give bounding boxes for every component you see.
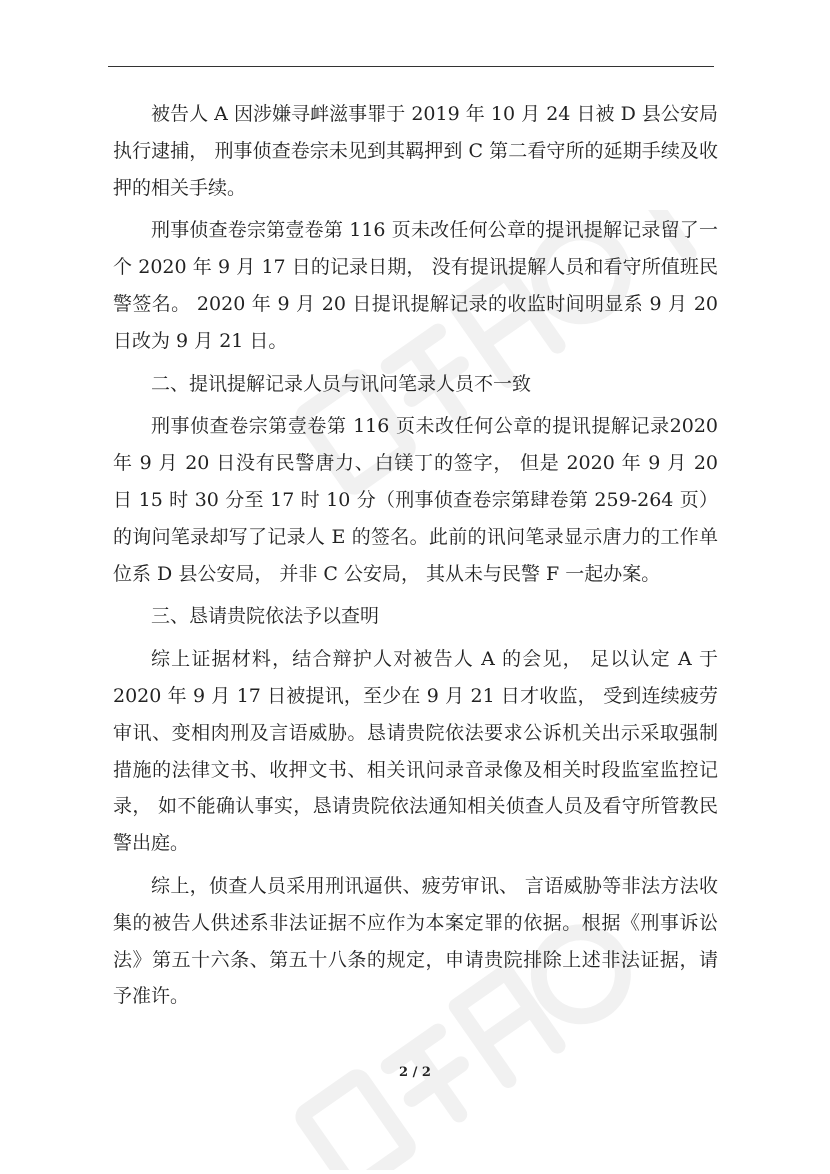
document-body [113,96,718,1021]
body-paragraph: 刑事侦查卷宗第壹卷第 116 页未改任何公章的提讯提解记录留了一个 2020 年 9 月 17 日的记录日期， 没有提讯提解人员和看守所值班民警签名。 2020 年 9 月 20 日提讯提解记录的收监时间明显系 9 月 20 日改为 9 月 21 日。 [113,219,718,352]
body-paragraph: 刑事侦查卷宗第壹卷第 116 页未改任何公章的提讯提解记录2020 年 9 月 20 日没有民警唐力、白镁丁的签字， 但是 2020 年 9 月 20 日 15 时 30 分至 17 时 10 分（刑事侦查卷宗第肆卷第 259-264 页） 的询问笔录却写了记录人 E 的签名。此前的讯问笔录显示唐力的工作单位系 D 县公安局， 并非 C 公安局， 其从未与民警 F 一起办案。 [113,415,718,585]
body-paragraph: 被告人 A 因涉嫌寻衅滋事罪于 2019 年 10 月 24 日被 D 县公安局执行逮捕， 刑事侦查卷宗未见到其羁押到 C 第二看守所的延期手续及收押的相关手续。 [113,103,718,199]
body-paragraph: 综上，侦查人员采用刑讯逼供、疲劳审讯、 言语威胁等非法方法收集的被告人供述系非法证据不应作为本案定罪的依据。根据《刑事诉讼法》第五十六条、第五十八条的规定，申请贵院排除上述非法证据，请予准许。 [113,874,718,1008]
header-rule [108,66,714,67]
section-heading: 二、提讯提解记录人员与讯问笔录人员不一致 [151,372,532,395]
body-paragraph: 综上证据材料，结合辩护人对被告人 A 的会见， 足以认定 A 于2020 年 9 月 17 日被提讯，至少在 9 月 21 日才收监， 受到连续疲劳审讯、变相肉刑及言语威胁。恳请贵院依法要求公诉机关出示采取强制措施的法律文书、收押文书、相关讯问录音录像及相关时段监室监控记录， 如不能确认事实，恳请贵院依法通知相关侦查人员及看守所管教民警出庭。 [113,648,718,855]
section-heading: 三、恳请贵院依法予以查明 [151,605,380,628]
page-number: 2 / 2 [399,1065,431,1080]
